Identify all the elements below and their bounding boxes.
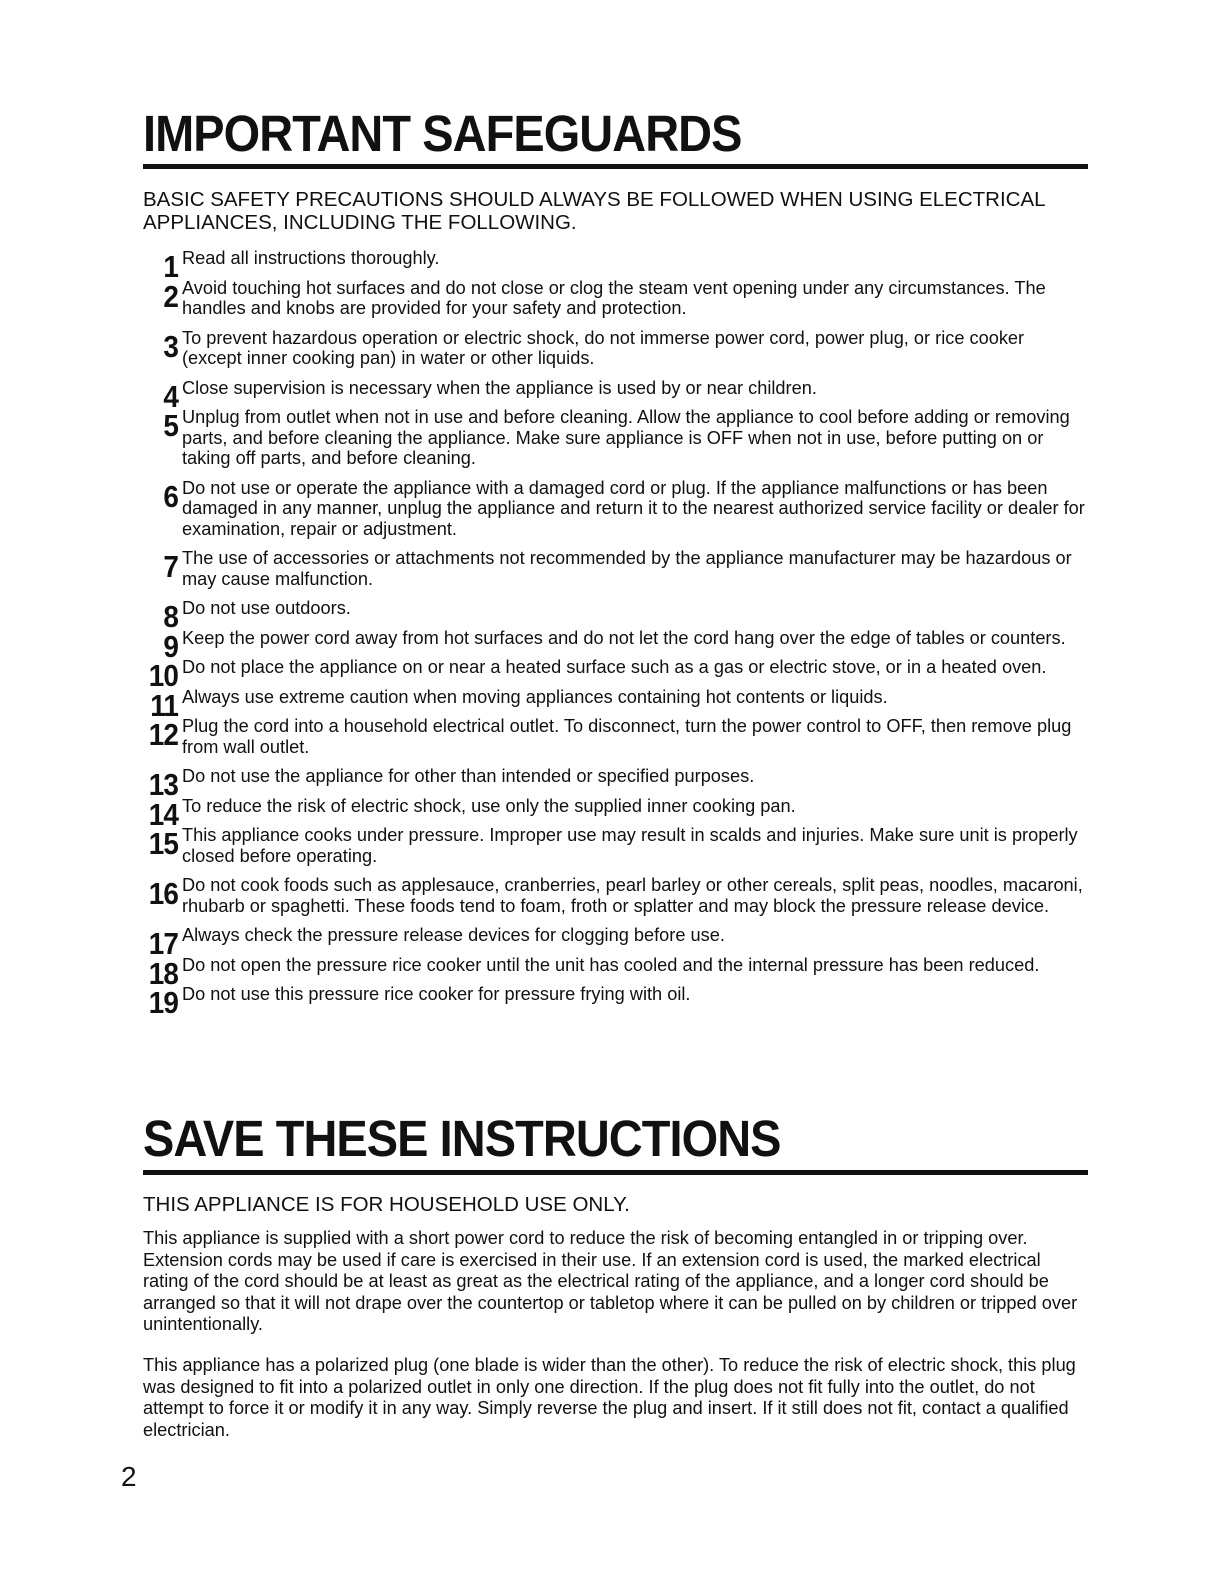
safeguard-item [143,954,1088,991]
safeguard-text: Avoid touching hot surfaces and do not close or clog the steam vent opening under any circumstances. The handles and knobs are provided for your safety and protection. [182,277,1046,318]
safeguard-number: 5 [163,408,178,443]
safeguard-text: Do not use or operate the appliance with a damaged cord or plug. If the appliance malfunctions or has been damaged in any manner, unplug the appliance and return it to the nearest authorized service facility or dealer for examination, repair or adjustment. [182,477,1085,539]
safeguard-number: 7 [163,549,178,584]
safeguard-text: Do not place the appliance on or near a heated surface such as a gas or electric stove, or in a heated oven. [182,657,1047,677]
safeguard-item [143,716,1088,757]
title-divider [143,1170,1088,1175]
safeguard-text: Do not cook foods such as applesauce, cranberries, pearl barley or other cereals, split peas, noodles, macaroni, rhubarb or spaghetti. These foods tend to foam, froth or splatter and may block the pressure release device. [182,875,1083,916]
power-cord-paragraph: This appliance is supplied with a short power cord to reduce the risk of becoming entangled in or tripping over. Extension cords may be used if care is exercised in their use. If an extension cord is used, the marked electrical rating of the cord should be at least as great as the electrical rating of the appliance, and a longer cord should be arranged so that it will not drape over the countertop or tabletop where it can be pulled on by children or tripped over unintentionally. [143,1228,1078,1334]
safeguard-number: 13 [148,767,178,802]
safeguard-number: 10 [148,658,178,693]
page-number: 2 [121,1461,137,1492]
safeguard-number: 9 [163,628,178,664]
title-divider [143,164,1088,169]
safeguard-text: Read all instructions thoroughly. [182,248,440,268]
safeguard-number: 17 [148,926,178,961]
safeguard-item [143,795,1088,832]
safeguard-text: The use of accessories or attachments not recommended by the appliance manufacturer may be hazardous or may cause malfunction. [182,548,1072,589]
safeguard-item [143,377,1088,414]
safeguard-number: 4 [163,378,178,414]
safeguard-item [143,248,1088,284]
safeguard-item [143,548,1088,589]
safeguards-title: IMPORTANT SAFEGUARDS [143,105,742,162]
safeguard-number: 11 [150,687,178,723]
safeguard-text: Unplug from outlet when not in use and before cleaning. Allow the appliance to cool before adding or removing parts, and before cleaning the appliance. Make sure appliance is OFF when not in use, before putting on or taking off parts, and before cleaning. [182,407,1070,468]
safeguard-text: To reduce the risk of electric shock, use only the supplied inner cooking pan. [182,795,796,816]
safeguard-item [143,825,1088,866]
safeguard-item [143,984,1088,1020]
polarized-plug-paragraph: This appliance has a polarized plug (one blade is wider than the other). To reduce the risk of electric shock, this plug was designed to fit into a polarized outlet in only one direction. If the plug does not fit fully into the outlet, do not attempt to force it or modify it in any way. Simply reverse the plug and insert. If it still does not fit, contact a qualified electrician. [143,1355,1076,1440]
safeguard-item [143,328,1088,369]
safeguard-item [143,686,1088,723]
safeguard-item [143,766,1088,802]
safeguard-item [143,925,1088,961]
safeguard-number: 14 [148,796,178,832]
safeguard-item [143,598,1088,634]
safeguard-text: Always use extreme caution when moving appliances containing hot contents or liquids. [182,686,888,707]
safeguard-list [143,248,1088,1020]
safeguard-text: Do not use this pressure rice cooker for pressure frying with oil. [182,984,691,1004]
safeguard-number: 18 [148,955,178,991]
safeguard-number: 3 [163,328,178,364]
safeguard-text: This appliance cooks under pressure. Improper use may result in scalds and injuries. Make sure unit is properly closed before operating. [182,825,1078,866]
safeguard-number: 6 [163,478,178,514]
household-use-notice: THIS APPLIANCE IS FOR HOUSEHOLD USE ONLY. [143,1193,630,1216]
save-instructions-title: SAVE THESE INSTRUCTIONS [143,1110,781,1167]
safeguard-text: Always check the pressure release devices for clogging before use. [182,925,725,945]
safeguard-item [143,278,1088,319]
safeguard-item [143,627,1088,664]
safeguard-item [143,478,1088,540]
safeguard-text: Plug the cord into a household electrical outlet. To disconnect, turn the power control to OFF, then remove plug from wall outlet. [182,716,1072,757]
safeguard-item [143,875,1088,916]
safeguard-number: 8 [163,599,178,634]
safeguard-number: 15 [148,826,178,861]
safeguard-item [143,657,1088,693]
safeguard-number: 1 [163,249,178,284]
safeguard-text: Keep the power cord away from hot surfaces and do not let the cord hang over the edge of tables or counters. [182,627,1066,648]
safeguard-item [143,407,1088,469]
safeguard-text: Close supervision is necessary when the appliance is used by or near children. [182,377,817,398]
safeguard-number: 16 [148,876,178,911]
safeguard-number: 2 [163,278,178,314]
safeguard-text: To prevent hazardous operation or electric shock, do not immerse power cord, power plug, or rice cooker (except inner cooking pan) in water or other liquids. [182,327,1025,368]
safeguard-text: Do not use outdoors. [182,598,351,618]
safeguard-text: Do not open the pressure rice cooker until the unit has cooled and the internal pressure has been reduced. [182,954,1040,975]
safeguard-number: 19 [148,985,178,1020]
safeguard-text: Do not use the appliance for other than intended or specified purposes. [182,766,755,786]
safeguard-number: 12 [148,717,178,752]
safeguards-intro: BASIC SAFETY PRECAUTIONS SHOULD ALWAYS BE FOLLOWED WHEN USING ELECTRICAL APPLIANCES, INCLUDING THE FOLLOWING. [143,188,1045,234]
